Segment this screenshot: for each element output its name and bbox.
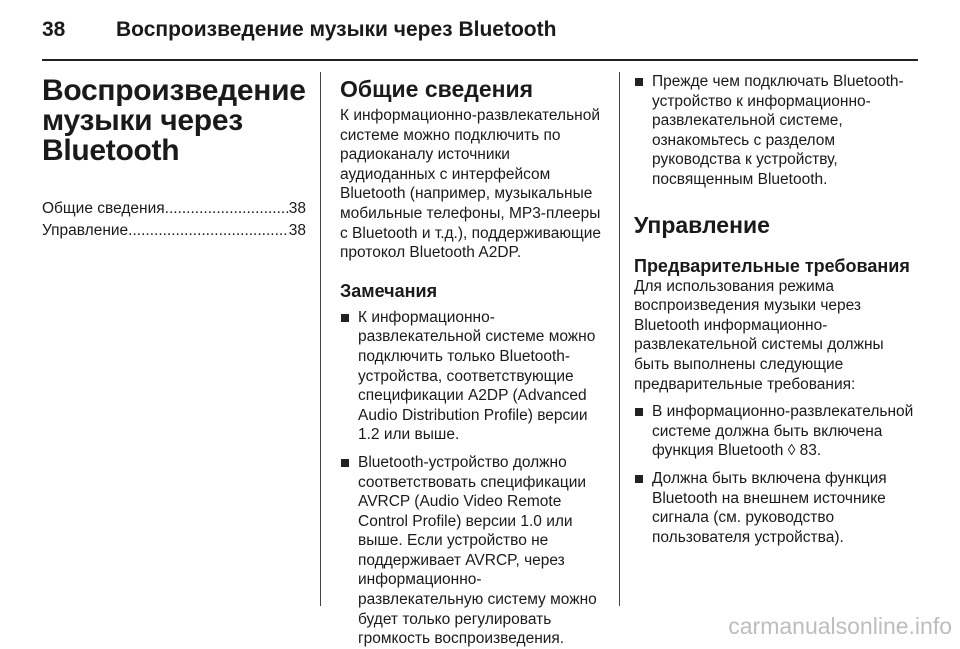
bullet-square-icon [341,459,349,467]
bullet-square-icon [341,314,349,322]
toc-page: 38 [288,222,306,239]
bullet-square-icon [635,408,643,416]
prereq-heading: Предварительные требования [634,255,910,276]
toc-label: Общие сведения [42,200,165,217]
column-divider-2 [619,72,620,606]
toc-entry-control[interactable] [42,220,306,242]
toc-leader [165,198,289,220]
control-heading: Управление [634,211,770,238]
bullet-square-icon [635,475,643,483]
toc-entry-general[interactable] [42,198,306,220]
note-text: К информационно-развлекательной системе можно подключить только Bluetooth-устройства, соответствующие спецификации A2DP (Advanced Audio Distribution Profile) версии 1.2 или выше. [358,308,596,444]
bullet-square-icon [635,78,643,86]
header-title: Воспроизведение музыки через Bluetooth [116,18,557,41]
note-item [634,72,920,190]
toc-label: Управление [42,222,129,239]
notes-heading: Замечания [340,280,438,301]
note-item [340,308,604,445]
column-divider-1 [320,72,321,606]
page-number: 38 [42,18,66,41]
prereq-intro: Для использования режима воспроизведения музыки через Bluetooth информационно-развлекательной системы должны быть выполнены следующие предварительные требования: [634,277,884,393]
page-header [42,18,920,42]
toc-page: 38 [288,200,306,217]
general-column [340,76,604,649]
header-rule [42,59,918,61]
note-text: Прежде чем подключать Bluetooth-устройство к информационно-развлекательной системе, ознакомьтесь с разделом руководства к устройству, посвященным Bluetooth. [652,73,904,188]
chapter-title: Воспроизведение музыки через Bluetooth [42,74,306,167]
general-heading: Общие сведения [340,76,534,102]
prereq-text: В информационно-развлекательной системе должна быть включена функция Bluetooth ◊ 83. [652,403,914,460]
prereq-item [634,402,920,461]
note-text: Bluetooth-устройство должно соответствовать спецификации AVRCP (Audio Video Remote Control Profile) версии 1.0 или выше. Если устройство не поддерживает AVRCP, через информационно-развлекательную систему можно будет только регулировать громкость воспроизведения. [358,453,597,648]
prereq-item [634,469,920,547]
chapter-column [42,76,306,242]
general-intro: К информационно-развлекательной системе можно подключить по радиоканалу источники аудиоданных с интерфейсом Bluetooth (например, музыкальные мобильные телефоны, MP3-плееры с Bluetooth и т.д.), поддерживающие протокол Bluetooth A2DP. [340,107,602,262]
prereq-text: Должна быть включена функция Bluetooth на внешнем источнике сигнала (см. руководство пользователя устройства). [652,469,887,546]
watermark: carmanualsonline.info [728,613,952,639]
note-item [340,453,604,649]
control-column [634,72,920,555]
toc-leader [128,220,289,242]
